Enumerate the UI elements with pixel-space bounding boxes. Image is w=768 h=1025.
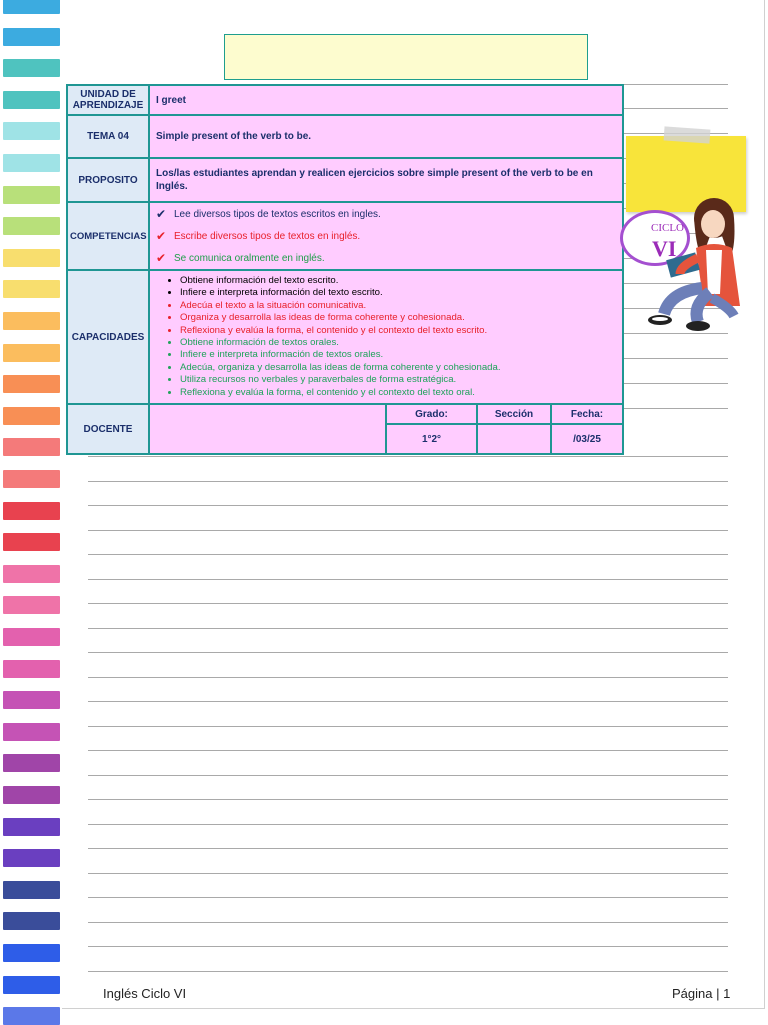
proposito-value: Los/las estudiantes aprendan y realicen ejercicios sobre simple present of the verb to be en Inglés. (149, 158, 623, 202)
footer-page-number: Página | 1 (672, 986, 731, 1001)
ruled-line (88, 603, 728, 604)
ruled-line (88, 971, 728, 972)
info-table (66, 84, 624, 455)
color-tab (3, 596, 60, 614)
color-tab (3, 28, 60, 46)
capacidad-item: • Utiliza recursos no verbales y paraverbales de forma estratégica. (180, 374, 616, 386)
capacidades-list (149, 270, 623, 404)
capacidad-item: • Infiere e interpreta información del texto escrito. (180, 287, 616, 299)
title-box[interactable] (224, 34, 588, 80)
capacidad-item: • Reflexiona y evalúa la forma, el contenido y el contexto del texto oral. (180, 387, 616, 399)
color-tab (3, 912, 60, 930)
color-tab (3, 786, 60, 804)
ruled-line (88, 922, 728, 923)
capacidad-item: • Infiere e interpreta información de textos orales. (180, 349, 616, 361)
check-icon: ✔ (156, 250, 167, 265)
color-tab (3, 881, 60, 899)
competencias-label: COMPETENCIAS (67, 202, 149, 270)
ruled-line (88, 628, 728, 629)
capacidad-item: • Obtiene información del texto escrito. (180, 275, 616, 287)
color-tab (3, 660, 60, 678)
ruled-line (88, 652, 728, 653)
check-icon: ✔ (156, 228, 167, 243)
color-tab (3, 59, 60, 77)
capacidad-item: • Organiza y desarrolla las ideas de forma coherente y cohesionada. (180, 312, 616, 324)
proposito-label: PROPOSITO (67, 158, 149, 202)
grado-value[interactable]: 1°2° (386, 424, 477, 454)
unidad-value: I greet (149, 85, 623, 115)
color-tab (3, 407, 60, 425)
color-tab (3, 249, 60, 267)
ruled-line (88, 530, 728, 531)
ruled-line (88, 946, 728, 947)
competencia-item: ✔ Lee diversos tipos de textos escritos en ingles. (156, 206, 381, 221)
color-tab (3, 754, 60, 772)
color-tab (3, 976, 60, 994)
ruled-line (88, 456, 728, 457)
ruled-line (88, 824, 728, 825)
color-tab (3, 375, 60, 393)
footer-course: Inglés Ciclo VI (103, 986, 187, 1001)
color-tab (3, 565, 60, 583)
competencia-item: ✔ Se comunica oralmente en inglés. (156, 250, 325, 265)
color-tab (3, 533, 60, 551)
color-tab (3, 122, 60, 140)
capacidades-label: CAPACIDADES (67, 270, 149, 404)
unidad-label: UNIDAD DE APRENDIZAJE (67, 85, 149, 115)
capacidad-item: • Adecúa el texto a la situación comunicativa. (180, 300, 616, 312)
color-tab (3, 154, 60, 172)
ciclo-label: CICLO (651, 222, 684, 234)
color-tab (3, 217, 60, 235)
tema-value: Simple present of the verb to be. (149, 115, 623, 158)
fecha-label: Fecha: (551, 404, 623, 424)
fecha-value[interactable]: /03/25 (551, 424, 623, 454)
capacidad-item: • Reflexiona y evalúa la forma, el contenido y el contexto del texto escrito. (180, 325, 616, 337)
ruled-line (88, 897, 728, 898)
color-tab (3, 344, 60, 362)
color-tab (3, 849, 60, 867)
ciclo-numeral: VI (652, 236, 677, 261)
color-tab (3, 502, 60, 520)
ruled-line (88, 848, 728, 849)
color-tab (3, 0, 60, 14)
seccion-value[interactable] (477, 424, 551, 454)
seccion-label: Sección (477, 404, 551, 424)
color-tab (3, 186, 60, 204)
color-tab (3, 944, 60, 962)
docente-value[interactable] (149, 404, 386, 454)
ruled-line (88, 799, 728, 800)
color-tab (3, 628, 60, 646)
ruled-line (88, 505, 728, 506)
ruled-line (88, 677, 728, 678)
color-tab (3, 818, 60, 836)
color-tab (3, 691, 60, 709)
color-tab (3, 470, 60, 488)
color-tab (3, 312, 60, 330)
ruled-line (88, 726, 728, 727)
tema-label: TEMA 04 (67, 115, 149, 158)
ruled-line (88, 750, 728, 751)
capacidad-item: • Adecúa, organiza y desarrolla las ideas de forma coherente y cohesionada. (180, 362, 616, 374)
competencia-item: ✔ Escribe diversos tipos de textos en inglés. (156, 228, 361, 243)
color-tab (3, 280, 60, 298)
docente-label: DOCENTE (67, 404, 149, 454)
color-tab (3, 91, 60, 109)
competencias-list (149, 202, 623, 270)
ruled-line (88, 701, 728, 702)
student-reading-illustration (640, 196, 750, 338)
check-icon: ✔ (156, 206, 167, 221)
ruled-line (88, 775, 728, 776)
grado-label: Grado: (386, 404, 477, 424)
ruled-line (88, 873, 728, 874)
ruled-line (88, 579, 728, 580)
ruled-line (88, 481, 728, 482)
color-tab (3, 1007, 60, 1025)
capacidad-item: • Obtiene información de textos orales. (180, 337, 616, 349)
color-tab (3, 438, 60, 456)
color-tab (3, 723, 60, 741)
ruled-line (88, 554, 728, 555)
